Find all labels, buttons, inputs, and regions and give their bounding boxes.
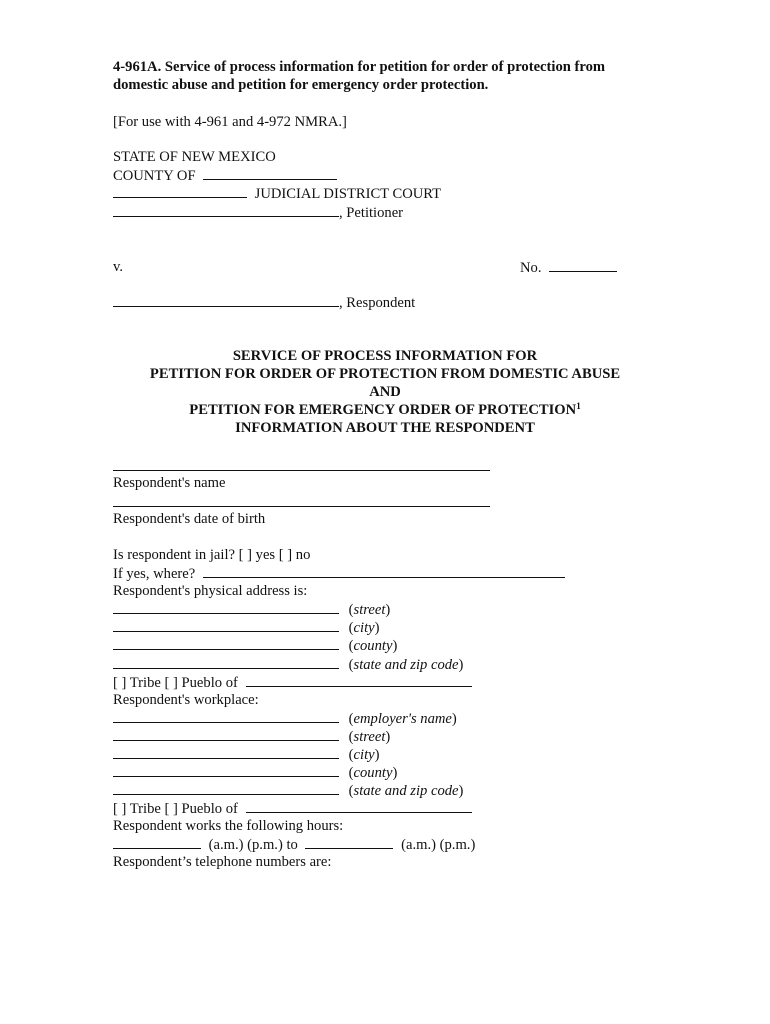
employer-name-label: employer's name <box>353 711 452 727</box>
county-label: COUNTY OF <box>113 168 196 184</box>
work-state-field[interactable] <box>113 781 339 795</box>
work-state-label: state and zip code <box>353 783 459 799</box>
respondent-name-field[interactable] <box>113 470 490 471</box>
heading-line2: PETITION FOR ORDER OF PROTECTION FROM DOMESTIC ABUSE <box>149 366 621 382</box>
jail-where-row <box>113 564 565 583</box>
case-number-field[interactable] <box>549 258 617 272</box>
county-row <box>113 166 337 185</box>
tribe-pueblo-label-1: [ ] Tribe [ ] Pueblo of <box>113 675 238 691</box>
case-number-row <box>520 258 617 277</box>
respondent-field[interactable] <box>113 293 339 307</box>
heading-line4 <box>0 401 770 419</box>
work-street-label: street <box>353 729 386 745</box>
respondent-dob-label: Respondent's date of birth <box>113 511 266 527</box>
address-county-label: county <box>353 638 393 654</box>
tribe-pueblo-row-2 <box>113 799 472 818</box>
employer-name-field[interactable] <box>113 709 339 723</box>
workplace-label: Respondent's workplace: <box>113 692 259 708</box>
jail-where-field[interactable] <box>203 564 565 578</box>
case-number-label: No. <box>520 260 542 276</box>
tribe-pueblo-label-2: [ ] Tribe [ ] Pueblo of <box>113 801 238 817</box>
work-state-row: (state and zip code) <box>113 781 463 800</box>
address-state-label: state and zip code <box>353 657 459 673</box>
work-county-row: (county) <box>113 763 397 782</box>
hours-start-field[interactable] <box>113 835 201 849</box>
respondent-label: , Respondent <box>339 295 416 311</box>
address-city-field[interactable] <box>113 618 339 632</box>
county-field[interactable] <box>203 166 337 180</box>
hours-ampm-label-2: (a.m.) (p.m.) <box>401 837 476 853</box>
address-street-row: (street) <box>113 600 390 619</box>
address-city-label: city <box>353 620 375 636</box>
respondent-dob-field[interactable] <box>113 506 490 507</box>
heading-line3: AND <box>369 384 401 400</box>
work-city-label: city <box>353 747 375 763</box>
address-county-field[interactable] <box>113 636 339 650</box>
respondent-row <box>113 293 415 312</box>
heading-line5: INFORMATION ABOUT THE RESPONDENT <box>235 420 535 436</box>
heading-line1: SERVICE OF PROCESS INFORMATION FOR <box>232 348 538 364</box>
work-county-label: county <box>353 765 393 781</box>
address-street-field[interactable] <box>113 600 339 614</box>
address-county-row: (county) <box>113 636 397 655</box>
address-street-label: street <box>353 602 386 618</box>
tribe-pueblo-field-2[interactable] <box>246 799 472 813</box>
jail-question: Is respondent in jail? [ ] yes [ ] no <box>113 547 311 563</box>
hours-row <box>113 835 475 854</box>
petitioner-field[interactable] <box>113 203 339 217</box>
use-note: [For use with 4-961 and 4-972 NMRA.] <box>113 114 347 130</box>
form-title-line2: domestic abuse and petition for emergency order protection. <box>113 77 489 93</box>
heading-line4-text: PETITION FOR EMERGENCY ORDER OF PROTECTION <box>189 402 577 418</box>
state-label: STATE OF NEW MEXICO <box>113 149 276 165</box>
hours-label: Respondent works the following hours: <box>113 818 344 834</box>
address-city-row: (city) <box>113 618 379 637</box>
address-state-field[interactable] <box>113 655 339 669</box>
hours-end-field[interactable] <box>305 835 393 849</box>
court-label: JUDICIAL DISTRICT COURT <box>254 186 442 202</box>
jail-where-label: If yes, where? <box>113 566 196 582</box>
work-street-row: (street) <box>113 727 390 746</box>
petitioner-label: , Petitioner <box>339 205 404 221</box>
hours-ampm-label-1: (a.m.) (p.m.) to <box>208 837 298 853</box>
footnote-mark: 1 <box>576 401 581 411</box>
district-number-field[interactable] <box>113 184 247 198</box>
work-street-field[interactable] <box>113 727 339 741</box>
court-row <box>113 184 441 203</box>
address-label: Respondent's physical address is: <box>113 583 308 599</box>
document-heading <box>0 347 770 437</box>
petitioner-row <box>113 203 403 222</box>
form-title-line1: 4-961A. Service of process information for petition for order of protection from <box>113 59 606 75</box>
telephone-label: Respondent’s telephone numbers are: <box>113 854 332 870</box>
work-county-field[interactable] <box>113 763 339 777</box>
versus-label: v. <box>113 259 123 275</box>
tribe-pueblo-row-1 <box>113 673 472 692</box>
respondent-name-label: Respondent's name <box>113 475 226 491</box>
employer-row: (employer's name) <box>113 709 457 728</box>
address-state-row: (state and zip code) <box>113 655 463 674</box>
work-city-field[interactable] <box>113 745 339 759</box>
tribe-pueblo-field-1[interactable] <box>246 673 472 687</box>
work-city-row: (city) <box>113 745 379 764</box>
